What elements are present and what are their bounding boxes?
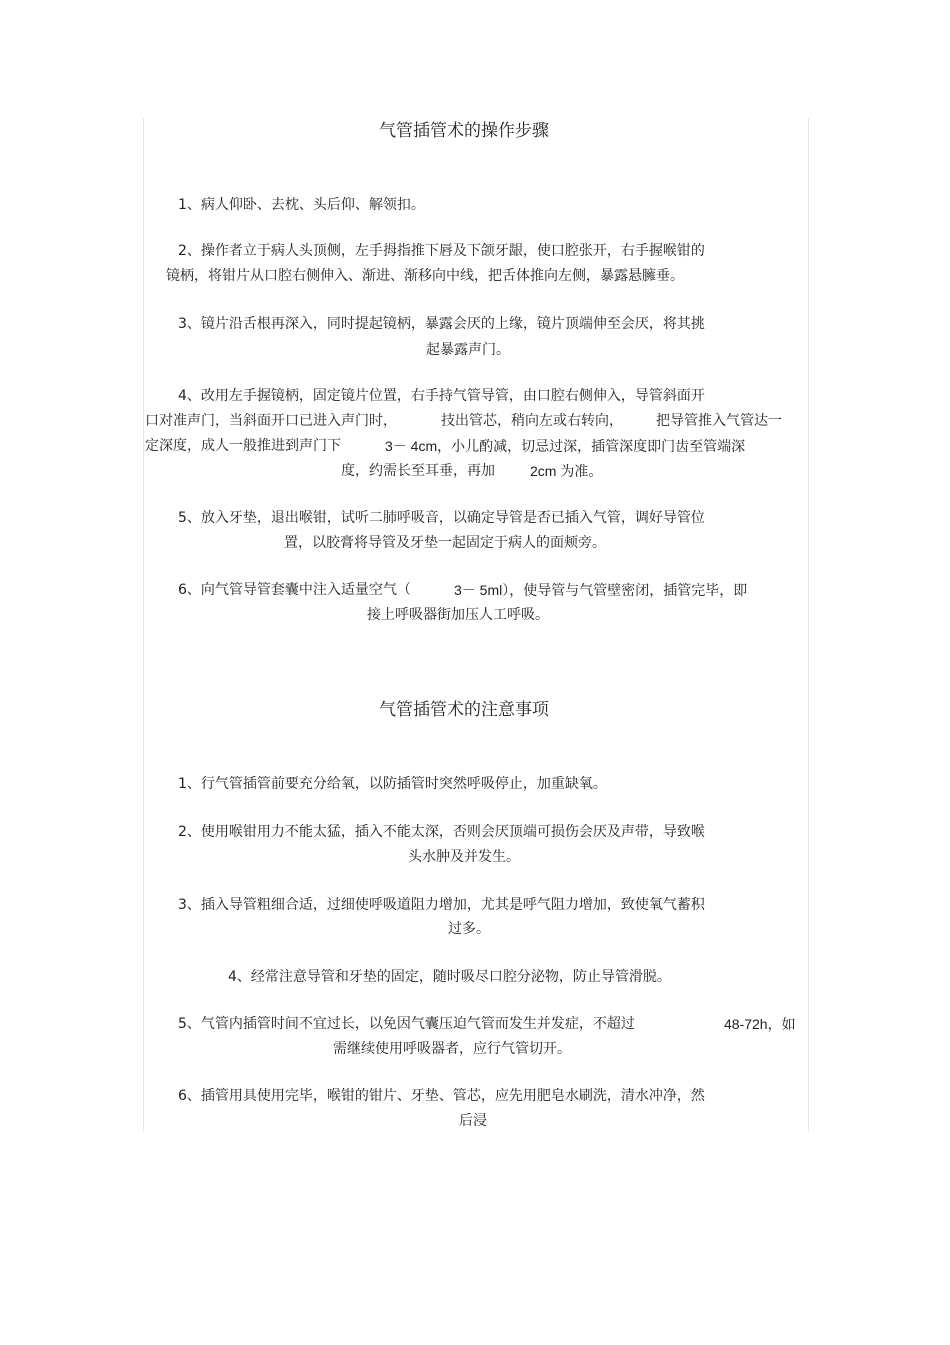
procedure-step-5-line-2: 置，以胶膏将导管及牙垫一起固定于病人的面颊旁。 — [284, 535, 606, 551]
procedure-step-2-line-1: 2、操作者立于病人头顶侧，左手拇指推下唇及下颌牙龈，使口腔张开，右手握喉钳的 — [178, 243, 705, 259]
procedure-step-4-line-3a: 定深度，成人一般推进到声门下 — [145, 438, 341, 454]
procedure-step-1: 1、病人仰卧、去枕、头后仰、解领扣。 — [178, 197, 425, 213]
precaution-5-line-2: 需继续使用呼吸器者，应行气管切开。 — [333, 1041, 571, 1057]
procedure-step-6-line-1b: 3－ 5ml），使导管与气管壁密闭，插管完毕，即 — [454, 582, 748, 598]
procedure-step-5-line-1: 5、放入牙垫，退出喉钳，试听二肺呼吸音，以确定导管是否已插入气管，调好导管位 — [178, 510, 705, 526]
precaution-5-line-1b: 48-72h，如 — [724, 1016, 796, 1032]
precaution-3-line-1: 3、插入导管粗细合适，过细使呼吸道阻力增加，尤其是呼气阻力增加，致使氧气蓄积 — [178, 897, 705, 913]
precaution-5-line-1a: 5、气管内插管时间不宜过长，以免因气囊压迫气管而发生并发症，不超过 — [178, 1016, 635, 1032]
precaution-3-line-2: 过多。 — [448, 921, 490, 937]
procedure-step-4-line-3b: 3－ 4cm，小儿酌减，切忌过深，插管深度即门齿至管端深 — [385, 438, 746, 454]
procedure-step-4-line-4b: 2cm 为准。 — [530, 463, 603, 479]
procedure-step-4-line-2a: 口对准声门，当斜面开口已进入声门时， — [145, 413, 397, 429]
precaution-6-line-1: 6、插管用具使用完毕，喉钳的钳片、牙垫、管芯，应先用肥皂水刷洗，清水冲净，然 — [178, 1088, 705, 1104]
section-title-procedure: 气管插管术的操作步骤 — [379, 121, 549, 141]
procedure-step-4-line-4a: 度，约需长至耳垂，再加 — [341, 463, 495, 479]
precaution-6-line-2: 后浸 — [459, 1113, 487, 1129]
procedure-step-3-line-1: 3、镜片沿舌根再深入，同时提起镜柄，暴露会厌的上缘，镜片顶端伸至会厌，将其挑 — [178, 316, 705, 332]
section-title-precautions: 气管插管术的注意事项 — [379, 700, 549, 720]
procedure-step-4-line-2b: 技出管芯，稍向左或右转向， — [441, 413, 623, 429]
procedure-step-3-line-2: 起暴露声门。 — [426, 342, 510, 358]
procedure-step-2-line-2: 镜柄，将钳片从口腔右侧伸入、渐进、渐移向中线，把舌体推向左侧，暴露悬臃垂。 — [166, 268, 684, 284]
precaution-4: 4、经常注意导管和牙垫的固定，随时吸尽口腔分泌物，防止导管滑脱。 — [228, 969, 671, 985]
procedure-step-4-line-1: 4、改用左手握镜柄，固定镜片位置，右手持气管导管，由口腔右侧伸入，导管斜面开 — [178, 388, 705, 404]
precaution-2-line-2: 头水肿及并发生。 — [408, 849, 520, 865]
precaution-1: 1、行气管插管前要充分给氧，以防插管时突然呼吸停止，加重缺氧。 — [178, 776, 607, 792]
precaution-2-line-1: 2、使用喉钳用力不能太猛，插入不能太深，否则会厌顶端可损伤会厌及声带，导致喉 — [178, 824, 705, 840]
procedure-step-6-line-1a: 6、向气管导管套囊中注入适量空气（ — [178, 582, 411, 598]
procedure-step-6-line-2: 接上呼吸器街加压人工呼吸。 — [367, 607, 549, 623]
procedure-step-4-line-2c: 把导管推入气管达一 — [656, 413, 782, 429]
